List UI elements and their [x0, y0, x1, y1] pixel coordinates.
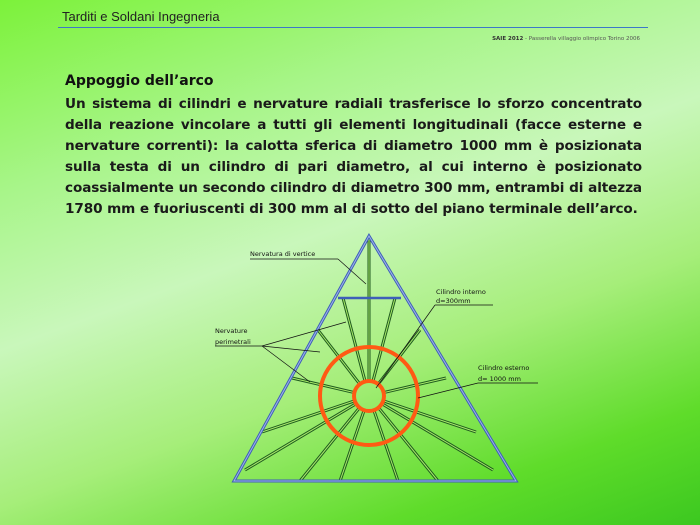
- label-outer-cylinder: Cilindro esterno: [478, 364, 530, 372]
- event-subtitle: - Passerella villaggio olimpico Torino 2006: [523, 36, 640, 42]
- inner-cylinder: [354, 381, 384, 411]
- label-perimeter-ribs-2: perimetrali: [215, 338, 251, 346]
- label-inner-cylinder: Cilindro interno: [436, 288, 486, 296]
- label-vertex-rib: Nervatura di vertice: [250, 250, 316, 258]
- radial-rib: [383, 401, 476, 432]
- section-title: Appoggio dell’arco: [65, 73, 214, 89]
- company-header: Tarditi e Soldani Ingegneria: [62, 9, 220, 24]
- section-body: Un sistema di cilindri e nervature radiali trasferisce lo sforzo concentrato della reazione vincolare a tutti gli elementi longitudinali (facce esterne e nervature correnti): la calotta sferica di diametro 1000 mm è posizionata sulla testa di un cilindro di pari diametro, al cui interno è posizionato coassialmente un secondo cilindro di diametro 300 mm, entrambi di altezza 1780 mm e fuoriuscenti di 300 mm al di sotto del piano terminale dell’arco.: [65, 96, 642, 217]
- label-perimeter-ribs: Nervature: [215, 327, 248, 335]
- label-inner-diameter: d=300mm: [436, 297, 471, 305]
- label-outer-diameter: d= 1000 mm: [478, 375, 521, 383]
- event-name: SAIE 2012: [492, 36, 524, 42]
